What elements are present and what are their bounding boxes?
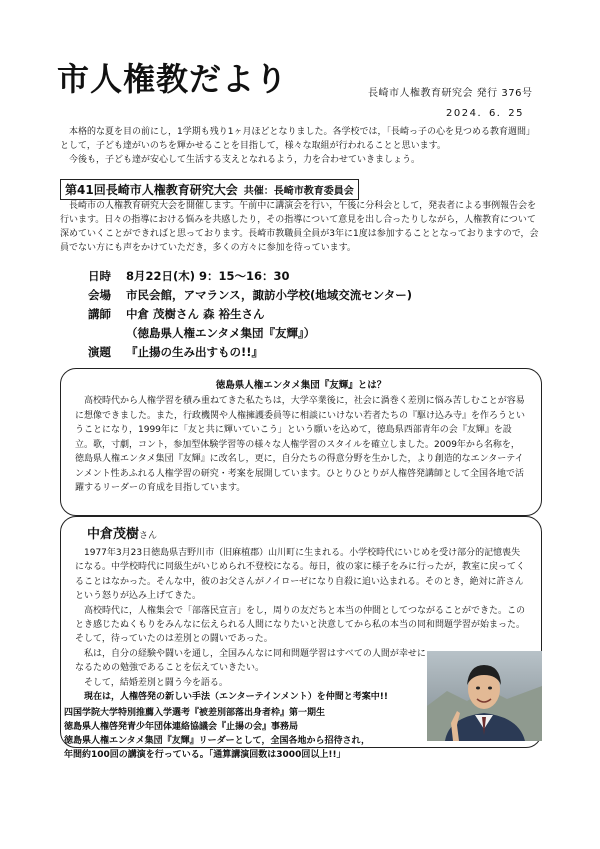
publisher-line: 長崎市人権教育研究会 発行 376号 bbox=[368, 88, 533, 99]
detail-value: 中倉 茂樹さん 森 裕生さん bbox=[126, 307, 265, 321]
conference-details bbox=[88, 267, 412, 362]
conference-title: 第41回長崎市人権教育研究大会 bbox=[65, 183, 238, 197]
lecturer-profile bbox=[64, 706, 370, 762]
intro-paragraph: 今後も，子ども達が安心して生活する支えとなれるよう，力を合わせていきましょう。 bbox=[69, 155, 421, 165]
conference-description bbox=[60, 199, 540, 255]
bio-paragraph: そして，結婚差別と闘う今を語る。 bbox=[84, 677, 228, 688]
newsletter-title: 市人権教だより bbox=[57, 60, 289, 98]
portrait-photo bbox=[427, 651, 542, 741]
intro-paragraph: 本格的な夏を目の前にし，1学期も残り1ヶ月ほどとなりました。各学校では，「長崎っ子の心を見つめる教育週間」として，子ども達がいのちを輝かせることを目指して，様々な取組が行われることと思います。 bbox=[60, 127, 535, 151]
detail-value: 市民会館，アマランス，諏訪小学校(地域交流センター) bbox=[126, 288, 413, 302]
detail-value: 『止揚の生み出すもの!!』 bbox=[126, 345, 264, 359]
detail-datetime bbox=[88, 267, 412, 286]
profile-line: 徳島県人権エンタメ集団『友輝』リーダーとして，全国各地から招待され， bbox=[64, 736, 371, 746]
detail-label: 演題 bbox=[88, 345, 111, 359]
conference-paragraph: 長崎市の人権教育研究大会を開催します。午前中に講演会を行い，午後に分科会として，発表者による事例報告会を行います。日々の指導における悩みを共感したり，その指導について意見を出し合ったりしながら，人権教育について深めていくことができればと思っております。長崎市教職員全員が3年に1度は参加することとなっておりますので，会員でない方にも声をかけていただき，多くの方々に参加を待っています。 bbox=[60, 201, 539, 253]
detail-topic bbox=[88, 343, 412, 362]
bio-paragraph: 現在は，人権啓発の新しい手法（エンターテインメント）を仲間と考案中!! bbox=[84, 692, 388, 703]
profile-line: 徳島県人権啓発青少年団体連絡協議会『止揚の会』事務局 bbox=[64, 722, 299, 732]
lecturer-name-suffix: さん bbox=[139, 531, 158, 541]
detail-label: 会場 bbox=[88, 288, 111, 302]
intro-text bbox=[60, 125, 540, 167]
bio-paragraph: 私は，自分の経験や闘いを通し，全国みんなに同和問題学習はすべての人間が幸せになるための勉強であることを伝えていきたい。 bbox=[75, 648, 426, 674]
detail-label: 日時 bbox=[88, 269, 111, 283]
bio-paragraph: 高校時代に，人権集会で「部落民宣言」をし，周りの友だちと本当の仲間としてつながることができた。このとき感じたぬくもりをみんなに伝えられる人間になりたいと決意してから私の本当の同和問題学習が始まった。そして，待っていたのは差別との闘いであった。 bbox=[75, 605, 526, 645]
issue-date: 2024．6．25 bbox=[446, 108, 525, 119]
group-box-body: 高校時代から人権学習を積み重ねてきた私たちは，大学卒業後に，社会に渦巻く差別に悩み苦しむことが容易に想像できました。また，行政機関や人権擁護委員等に相談にいけない若者たちの『駆け込み寺』を作ろうということになり，1999年に「友と共に輝いていこう」という願いを込めて，徳島県西部青年の会『友輝』を設立。歌，寸劇，コント，参加型体験学習等の様々な人権学習のスタイルを確立しました。2009年から名称を，徳島県人権エンタメ集団『友輝』に改名し，更に，自分たちの得意分野を生かした，より創造的なエンターテインメント性あふれる人権学習の研究・考案を展開しています。ひとりひとりが人権啓発講師として全国各地で活躍するリーダーの育成を目指しています。 bbox=[75, 396, 526, 493]
detail-lecturer-group: （徳島県人権エンタメ集団『友輝』） bbox=[126, 326, 316, 340]
detail-value: 8月22日(木) 9：15～16：30 bbox=[126, 269, 290, 283]
detail-lecturer bbox=[88, 305, 412, 324]
profile-line: 四国学院大学特別推薦入学選考『被差別部落出身者枠』第一期生 bbox=[64, 708, 326, 718]
detail-label: 講師 bbox=[88, 307, 111, 321]
detail-venue bbox=[88, 286, 412, 305]
conference-heading bbox=[60, 179, 359, 200]
group-intro-box bbox=[60, 368, 542, 516]
bio-paragraph: 1977年3月23日徳島県吉野川市（旧麻植郡）山川町に生まれる。小学校時代にいじめを受け部分的記憶喪失になる。中学校時代に同級生がいじめられ不登校になる。毎日，彼の家に様子をみに行ったが，教室に戻ってくることはなかった。そんな中，彼のお父さんがノイローゼになり自殺に追い込まれる。そのとき，絶対に許さんという怒りが込み上げてきた。 bbox=[75, 548, 526, 602]
group-box-title: 徳島県人権エンタメ集団『友輝』とは？ bbox=[215, 380, 387, 391]
profile-line: 年間約100回の講演を行っている。「通算講演回数は3000回以上!!」 bbox=[64, 750, 346, 760]
lecturer-name bbox=[87, 523, 527, 542]
conference-cosponsor: 共催：長崎市教育委員会 bbox=[243, 186, 354, 197]
lecturer-name-text: 中倉茂樹 bbox=[87, 527, 140, 542]
